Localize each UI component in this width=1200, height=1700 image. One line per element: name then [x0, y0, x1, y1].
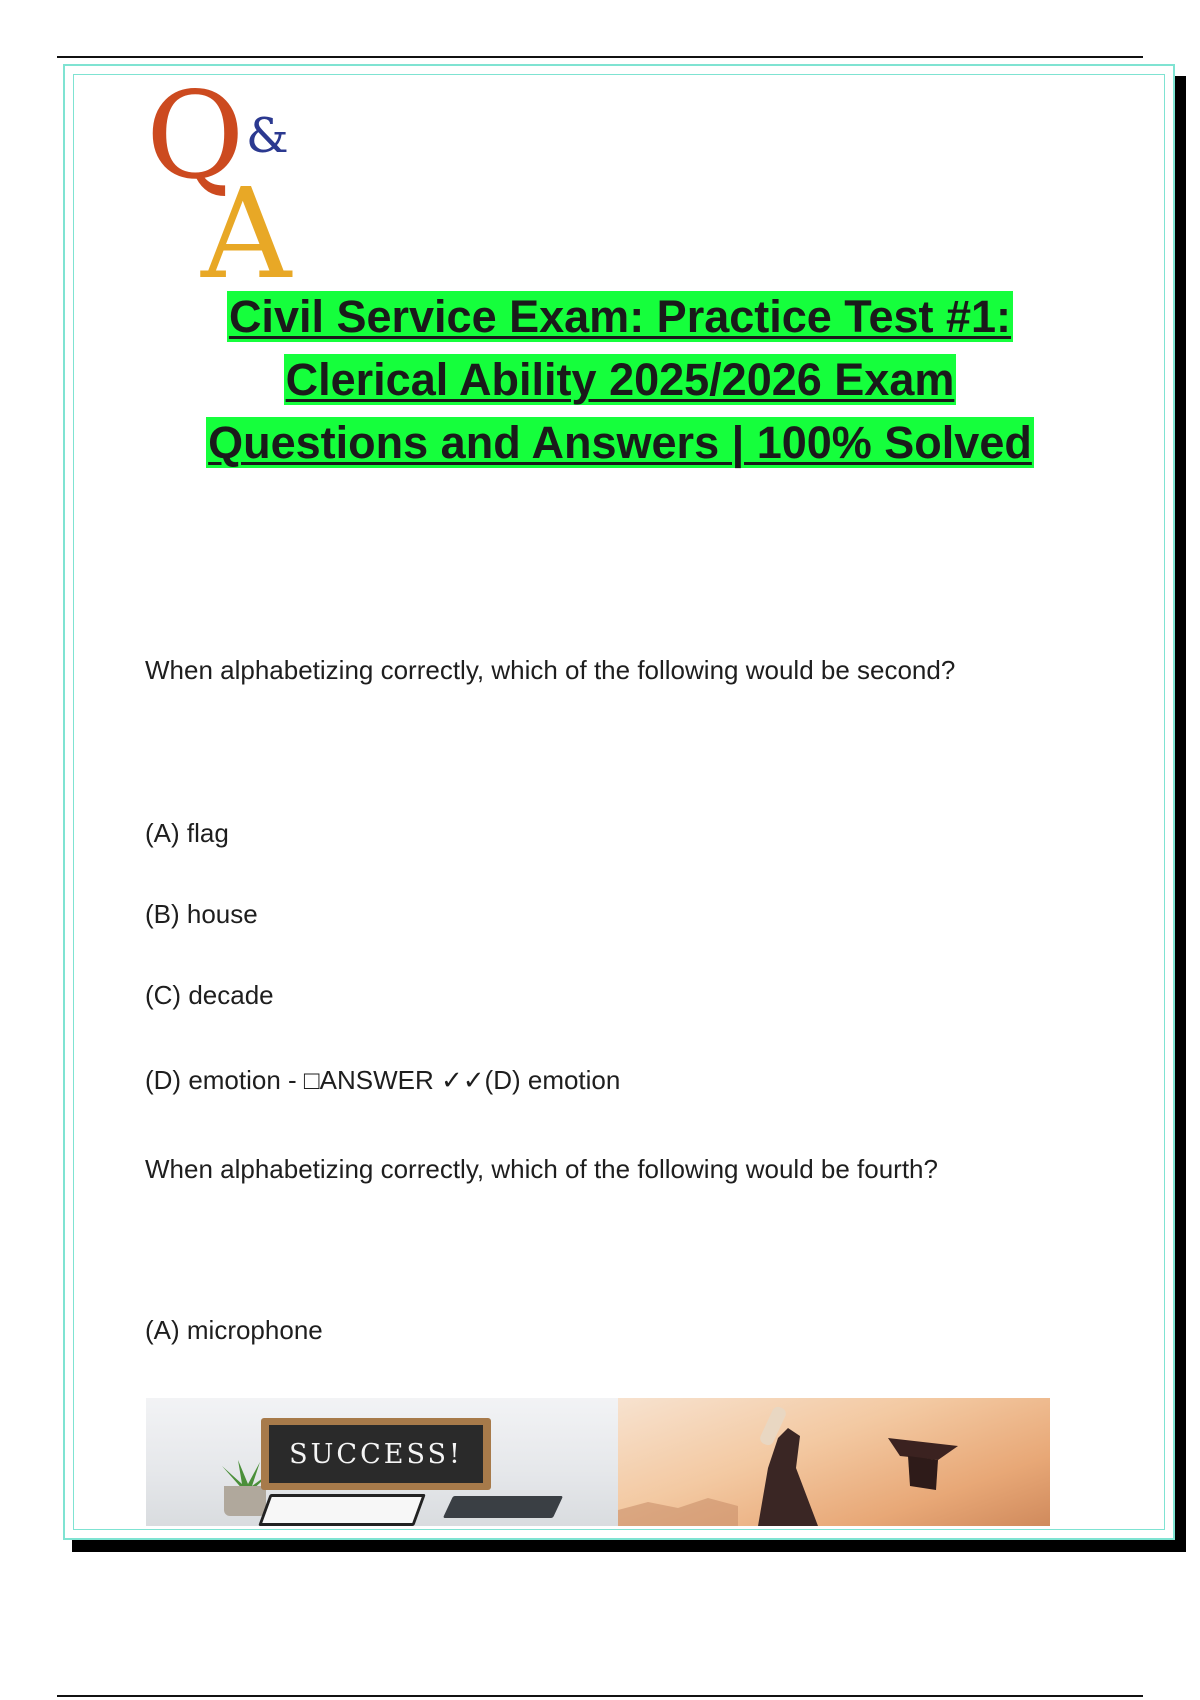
calculator-icon	[443, 1496, 563, 1518]
graduate-image	[618, 1398, 1050, 1526]
option-d-answer-1: (D) emotion - □ANSWER ✓✓(D) emotion	[145, 1065, 621, 1095]
qa-logo-icon	[146, 72, 336, 282]
chalkboard-sign	[261, 1418, 491, 1490]
logo-a: A	[201, 162, 292, 282]
sign-text: SUCCESS!	[269, 1425, 483, 1483]
title-line-3: Questions and Answers | 100% Solved	[208, 417, 1032, 468]
logo-q: Q	[146, 72, 245, 206]
graduate-icon	[618, 1398, 1050, 1526]
question-2: When alphabetizing correctly, which of the following would be fourth?	[145, 1154, 938, 1184]
option-a-1: (A) flag	[145, 818, 229, 848]
option-a-2: (A) microphone	[145, 1315, 323, 1345]
logo-amp: &	[246, 108, 289, 164]
option-b-1: (B) house	[145, 899, 258, 929]
tablet-icon	[258, 1494, 426, 1526]
bottom-rule	[57, 1695, 1143, 1697]
title-line-1: Civil Service Exam: Practice Test #1:	[228, 291, 1012, 342]
footer-banner	[146, 1398, 1050, 1526]
question-1: When alphabetizing correctly, which of the following would be second?	[145, 655, 956, 685]
option-c-1: (C) decade	[145, 980, 274, 1010]
top-rule	[57, 56, 1143, 58]
success-chalkboard-image	[146, 1398, 618, 1526]
title-line-2: Clerical Ability 2025/2026 Exam	[285, 354, 955, 405]
plant-pot	[224, 1486, 266, 1516]
document-title	[100, 285, 1140, 474]
